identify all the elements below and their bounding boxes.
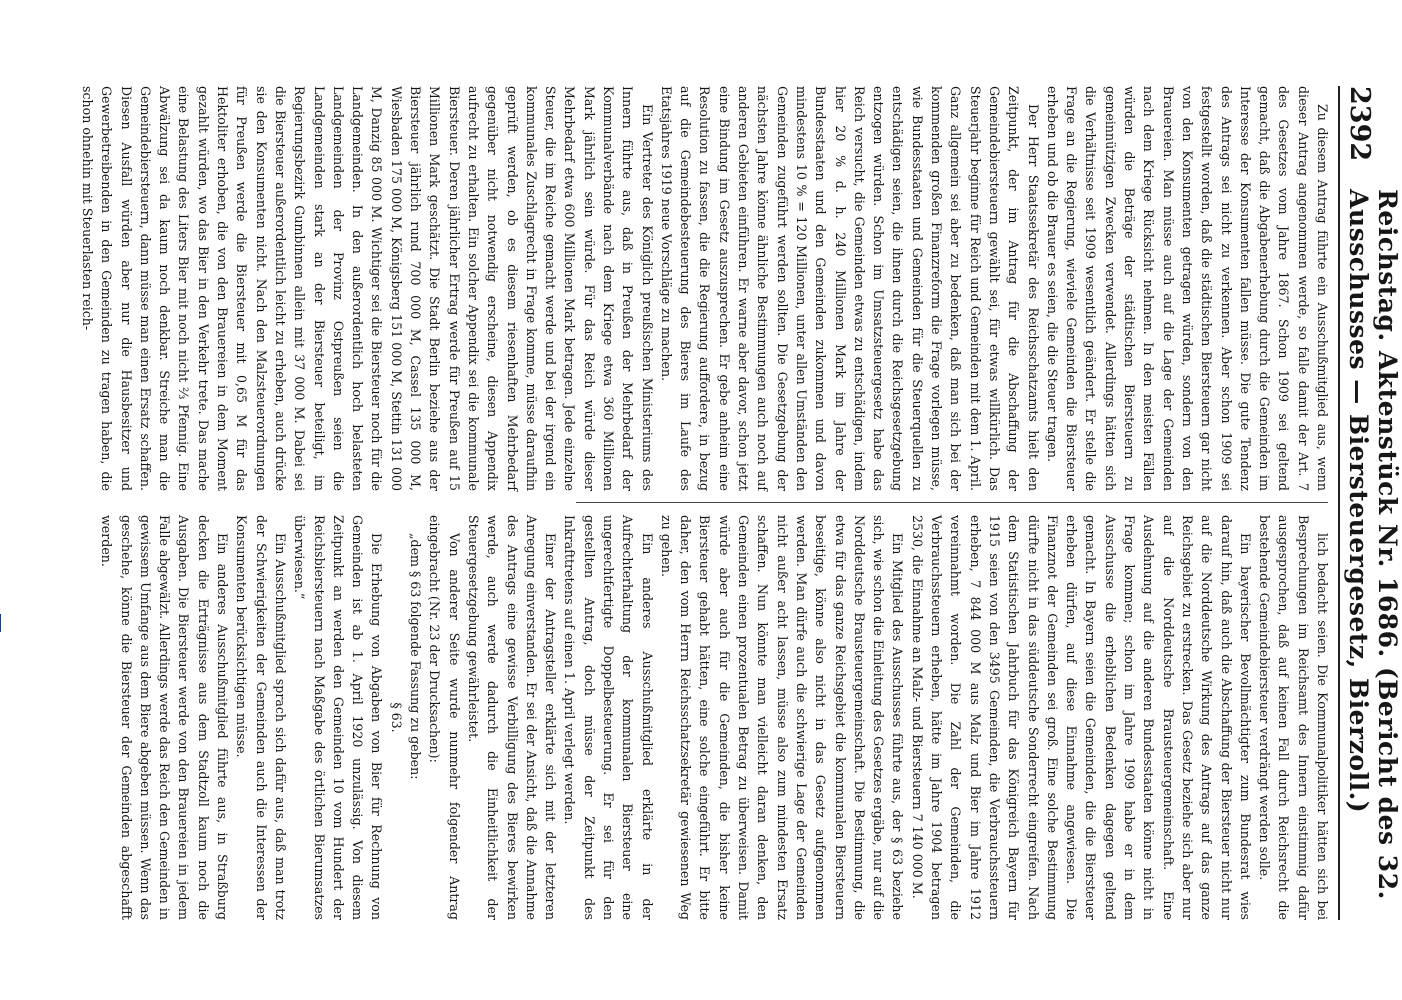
paragraph: Ein Ausschußmitglied sprach sich dafür aus, daß man trotz der Schwierigkeiten der Gemeinden auch die Interessen der Konsumenten berücksichtigen müsse. bbox=[234, 515, 288, 920]
paragraph: Ein Vertreter des Königlich preußischen Ministeriums des Innern führte aus, daß in Preußen der Mehrbedarf der Kommunalverbände nach dem Kriege etwa 360 Millionen Mark jährlich sein würde. Für das Reich würde dieser Mehrbedarf etwa 600 Millionen Mark betragen. Jede einzelne Steuer, die im Reiche gemacht werde und bei der irgend ein kommunales Zuschlagrecht in Frage komme, müsse daraufhin geprüft werden, ob es diesem riesenhaften Mehrbedarf gegenüber nicht notwendig erscheine, diesen Appendix aufrecht zu erhalten. Ein solcher Appendix sei die kommunale Biersteuer. Deren jährlicher Ertrag werde für Preußen auf 15 Millionen Mark geschätzt. Die Stadt Berlin beziehe aus der Biersteuer jährlich rund 700 000 M, Cassel 135 000 M, Wiesbaden 175 000 M, Königsberg 151 000 M, Stettin 131 000 M, Danzig 85 000 M. Wichtiger sei die Biersteuer noch für die Landgemeinden. In den außerordentlich hoch belasteten Landgemeinden der Provinz Ostpreußen seien die Landgemeinden stark an der Biersteuer beteiligt, im Regierungsbezirk Gumbinnen allein mit 37 000 M. Dabei sei die Biersteuer außerordentlich leicht zu erheben, auch drücke sie den Konsumenten nicht. Nach den Malzsteuerordnungen für Preußen werde die Biersteuer mit 0,65 M für das Hektoliter erhoben, die von den Brauereien in dem Moment gezahlt würden, wo das Bier in den Verkehr trete. Das mache eine Belastung des Liters Bier mit noch nicht ⅔ Pfennig. Eine Abwälzung sei da kaum noch denkbar. Streiche man die Gemeindebiersteuern, dann müsse man einen Ersatz schaffen. Diesen Ausfall würden aber nur die Hausbesitzer und Gewerbetreibenden in den Gemeinden zu tragen haben, die schon ohnehin mit Steuerlasten reich- bbox=[80, 86, 655, 491]
footer-text bbox=[0, 636, 1, 994]
footer bbox=[0, 14, 2, 994]
paragraph: Ein bayerischer Bevollmächtigter zum Bundesrat wies darauf hin, daß auch die Abschaffung der Biersteuer nicht nur auf die Norddeutsche Wirkung des Antrags auf das ganze Reichsgebiet zu erstrecken. Das Gesetz beziehe sich aber nur auf die Norddeutsche Brausteuergemeinschaft. Eine Ausdehnung auf die anderen Bundesstaaten könne nicht in Frage kommen; schon im Jahre 1909 habe er in dem Ausschusse die erheblichen Bedenken dagegen geltend gemacht. In Bayern seien die Gemeinden, die die Biersteuer erheben dürfen, auf diese Einnahme angewiesen. Die Finanznot der Gemeinden sei groß. Eine solche Bestimmung dürfte nicht in das süddeutsche Sonderrecht eingreifen. Nach dem Statistischen Jahrbuch für das Königreich Bayern für 1915 seien von den 3495 Gemeinden, die Verbrauchssteuern erheben, 7 844 000 M aus Malz und Bier im Jahre 1912 vereinnahmt worden. Die Zahl der Gemeinden, die Verbrauchssteuern erheben, hätte im Jahre 1904 betragen 2530, die Einnahme an Malz- und Biersteuern 7 140 000 M. bbox=[909, 515, 1253, 920]
document-page bbox=[80, 78, 1402, 928]
paragraph: Ein anderes Ausschußmitglied erklärte in der Aufrechterhaltung der kommunalen Biersteuer eine ungerechtfertigte Doppelbesteuerung. Er sei für den gestellten Antrag, doch müsse der Zeitpunkt des Inkrafttretens auf einen 1. April verlegt werden. bbox=[562, 515, 655, 920]
paragraph: Ein anderes Ausschußmitglied führte aus, in Straßburg decken die Erträgnisse aus dem Stadtzoll kaum noch die Ausgaben. Die Biersteuer werde von den Brauereien in jedem Falle abgewälzt. Allerdings werde das Reich den Gemeinden in gewissem Umfange aus dem Biere abgeben müssen. Wenn das geschehe, könne die Biersteuer der Gemeinden abgeschafft werden. bbox=[99, 515, 231, 920]
paragraph: Die Erhebung von Abgaben von Bier für Rechnung von Gemeinden ist ab 1. April 1920 unzulässig. Von diesem Zeitpunkt an werden den Gemeinden 10 vom Hundert der Reichsbiersteuern nach Maßgabe des örtlichen Bierumsatzes überwiesen.“ bbox=[292, 515, 385, 920]
paragraph: Der Herr Staatssekretär des Reichsschatzamts hielt den Zeitpunkt, der im Antrag für die Abschaffung der Gemeindebiersteuern gewählt sei, für etwas willkürlich. Das Steuerjahr beginne für Reich und Gemeinden mit dem 1. April. Ganz allgemein sei aber zu bedenken, daß man sich bei der kommenden großen Finanzreform die Frage vorlegen müsse, wie Bundesstaaten und Gemeinden für die Steuerquellen zu entschädigen seien, die ihnen durch die Reichsgesetzgebung entzogen würden. Schon im Umsatzsteuergesetz habe das Reich versucht, die Gemeinden etwas zu entschädigen, indem hier 20 % d. h. 240 Millionen Mark im Jahre der Bundesstaaten und den Gemeinden zukommen und davon mindestens 10 % = 120 Millionen, unter allen Umständen den Gemeinden zugeführt werden sollten. Die Gesetzgebung der nächsten Jahre könne ähnliche Bestimmungen auch noch auf anderen Gebieten einführen. Er warne aber davor, schon jetzt eine Bindung im Gesetz auszusprechen. Er gebe anheim eine Resolution zu fassen, die die Regierung auffordere, in bezug auf die Gemeindebesteuerung des Bieres im Laufe des Etatsjahres 1919 neue Vorschläge zu machen. bbox=[658, 86, 1041, 491]
right-column bbox=[99, 515, 1332, 920]
paragraph: Ein Mitglied des Ausschusses führte aus, der § 63 beziehe sich, wie schon die Einleitung des Gesetzes ergäbe, nur auf die Norddeutsche Brausteuergemeinschaft. Die Bestimmung, die etwa für das ganze Reichsgebiet die kommunalen Biersteuern beseitige, könne also nicht in das Gesetz aufgenommen werden. Man dürfe auch die schwierige Lage der Gemeinden nicht außer acht lassen, müsse also zum mindesten Ersatz schaffen. Nun könnte man vielleicht daran denken, den Gemeinden einen prozentualen Betrag zu überweisen. Damit würde aber auch für die Gemeinden, die bisher keine Biersteuer gehabt hätten, eine solche eingeführt. Er bitte daher, den vom Herrn Reichsschatzsekretär gewiesenen Weg zu gehen. bbox=[658, 515, 906, 920]
paragraph: „dem § 63 folgende Fassung zu geben: bbox=[408, 533, 424, 780]
dfg-logo bbox=[0, 614, 1, 632]
page-header bbox=[1338, 86, 1402, 920]
paragraph: Einer der Antragsteller erklärte sich mit der letzteren Anregung einverstanden. Er sei der Ansicht, daß die Annahme des Antrags eine gewisse Verbilligung des Bieres bewirken werde, auch werde dadurch die Einheitlichkeit der Steuergesetzgebung gewährleistet. bbox=[465, 515, 559, 920]
paragraph: Zu diesem Antrag führte ein Ausschußmitglied aus, wenn dieser Antrag angenommen werde, so falle damit der Art. 7 des Gesetzes vom Jahre 1867. Schon 1909 sei geltend gemacht, daß die Abgabenerhebung durch die Gemeinden im Interesse der Konsumenten fallen müsse. Die gute Tendenz des Antrags sei nicht zu verkennen. Aber schon 1909 sei festgestellt worden, daß die städtischen Biersteuern gar nicht von den Konsumenten getragen würden, sondern von den Brauereien. Man müsse auch auf die Lage der Gemeinden nach dem Kriege Rücksicht nehmen. In den meisten Fällen würden die Beträge der städtischen Biersteuern zu gemeinnützigen Zwecken verwendet. Allerdings hätten sich die Verhältnisse seit 1909 wesentlich geändert. Er stelle die Frage an die Regierung, wieviele Gemeinden die Biersteuer erheben und ob die Brauer es seien, die die Steuer tragen. bbox=[1044, 86, 1330, 491]
page-number: 2392 bbox=[1344, 86, 1375, 162]
left-column bbox=[80, 86, 1332, 491]
section-heading: § 63. bbox=[388, 702, 404, 733]
column-divider bbox=[576, 502, 1328, 503]
paragraph: lich bedacht seien. Die Kommunalpolitiker hätten sich bei Besprechungen im Reichsamt des Innern einstimmig dafür ausgesprochen, daß auf keinen Fall durch Reichsrecht die bestehende Gemeindebiersteuer verdrängt werden solle. bbox=[1257, 515, 1330, 920]
page-title: Reichstag. Aktenstück Nr. 1686. (Bericht des 32. Ausschusses — Biersteuergesetz, Bierzoll.) bbox=[1344, 189, 1402, 900]
footer-strip bbox=[0, 0, 22, 1000]
paragraph: Von anderer Seite wurde nunmehr folgender Antrag eingebracht (Nr. 23 der Drucksachen): bbox=[427, 515, 462, 920]
